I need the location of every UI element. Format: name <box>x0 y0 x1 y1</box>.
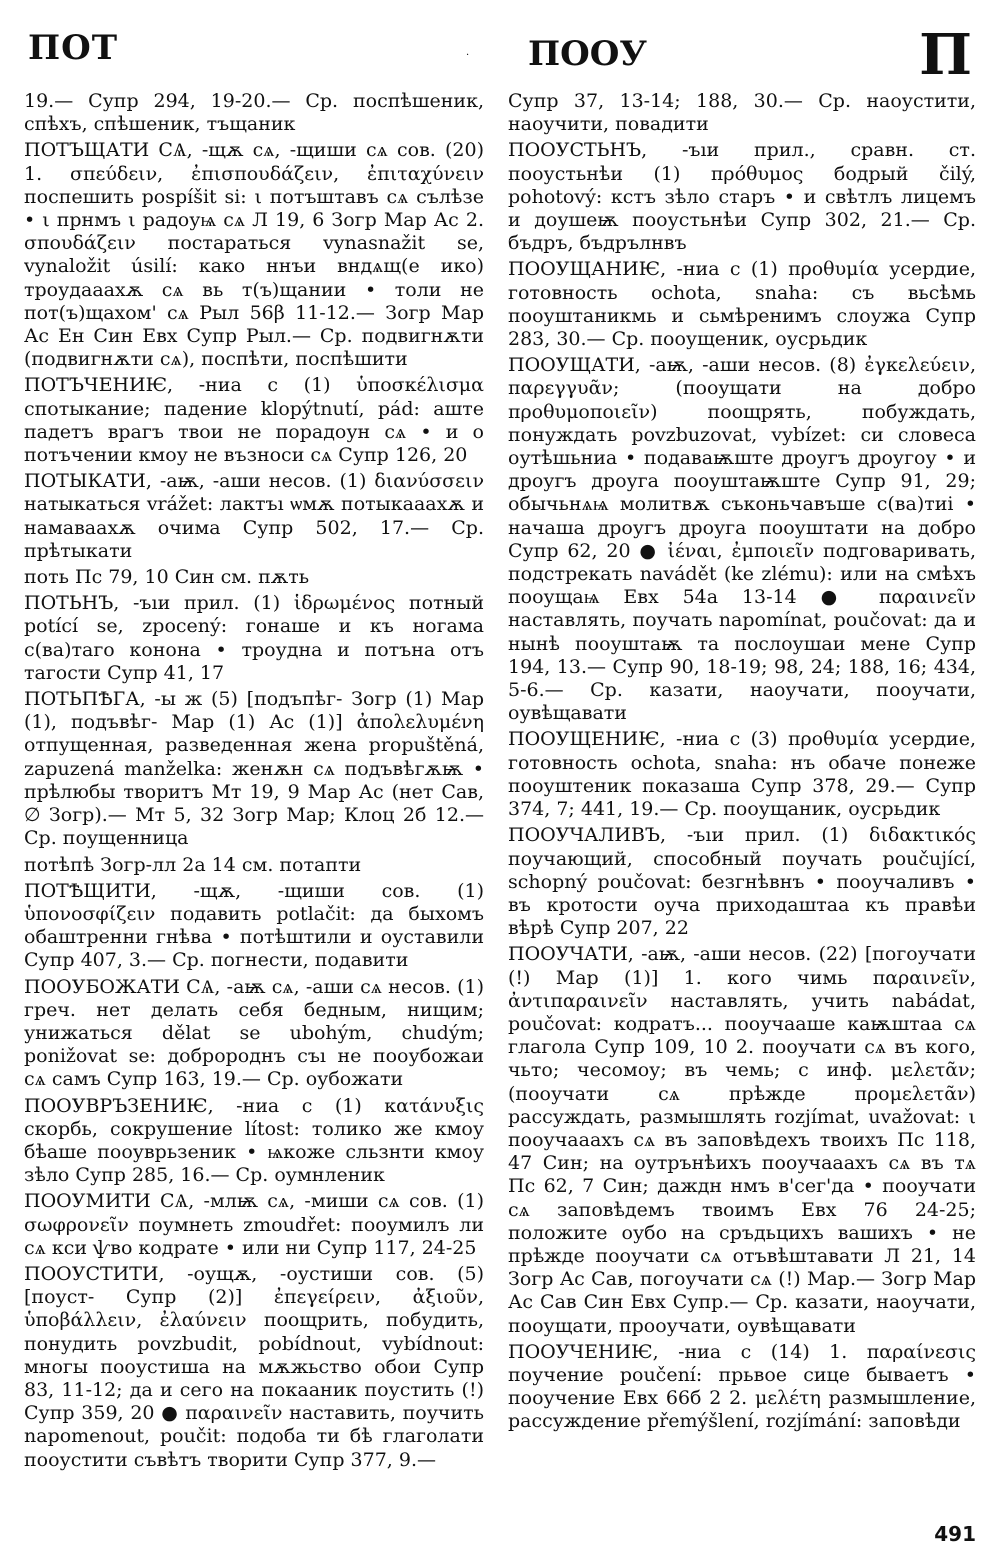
page-number: 491 <box>934 1522 976 1546</box>
entry-text: ПООУБОЖАТИ СѦ, -аѭ сѧ, -аши сѧ несов. (1) греч. нет делать себя бедным, нищим; унижаться dělat se ubohým, chudým; ponižovat se: добророднъ съı не пооубожаи сѧ самъ Супр 163, 19.— Ср. оубожати <box>24 975 484 1091</box>
entry-text: ПОТЬНЪ, -ъıи прил. (1) ἱδρωμένος потный potící se, zpocený: гонаше и къ ногама с(ва)таго конона • троудна и потъна отъ тагости Супр 41, 17 <box>24 592 484 684</box>
entry-text: ПООУЧЕНИѤ, -ниа с (14) 1. παραίνεσις поучение poučení: прьвое сице бываетъ • пооучение Евх 66б 2 2. μελέτη размышление, рассуждение přemýšlení, rozjímání: заповѣди <box>508 1340 976 1433</box>
header-divider-dot: · <box>466 50 470 61</box>
entry-text: поть Пс 79, 10 Син см. пѫть <box>24 566 310 589</box>
entry-text: ПОТЪЧЕНИѤ, -ниа с (1) ὑποσκέλισμα спотыкание; падение klopýtnutí, pád: аште падетъ врагъ твои не порадоун сѧ • и о потъчении кмоу не възноси сѧ Супр 126, 20 <box>24 374 484 467</box>
left-column <box>24 90 484 1510</box>
entry-text: ПОТѢЩИТИ, -щѫ, -щиши сов. (1) ὑπονοσφίζειν подавить potlačit: да быхомъ обаштренни гнѣва • потѣштили и оуставили Супр 407, 3.— Ср. погнести, подавити <box>24 879 484 972</box>
entry-text: ПООУМИТИ СѦ, -млѭ сѧ, -миши сѧ сов. (1) σωφρονεῖν поумнеть zmoudřet: пооумилъ ли сѧ кси ѱво кодрате • или ни Супр 117, 24-25 <box>24 1190 484 1259</box>
entry-text: ПООУЩАТИ, -аѭ, -аши несов. (8) ἐγκελεύειν, παρεγγυᾶν; (пооущати на добро προθυμοποιεῖν) поощрять, побуждать, понуждать povzbuzovat, vybízet: си словеса оутѣшьниа • подаваѭште дроугъ дроугоу • и дроугъ дроуга пооуштаѭште Супр 91, 29; обычьнѧѩ молитвѫ съконьчавъше с(ва)тиі • начаша дроугъ дроуга пооуштати на добро Супр 62, 20 ● ἰέναι, ἐμποιεῖν подговаривать, подстрекать navádět (ke zlému): или на смѣхъ пооущаѩ Евх 54а 13-14 ● παραινεῖν наставлять, поучать napomínat, poučovat: да и нынѣ пооуштаѭ та послоушаи мене Супр 194, 13.— Супр 90, 18-19; 98, 24; 188, 16; 434, 5-6.— Ср. казати, наоучати, пооучати, оувѣщавати <box>508 354 976 725</box>
right-column <box>508 90 976 1510</box>
entry-text: ПООУЩАНИѤ, -ниа с (1) προθυμία усердие, готовность ochota, snaha: съ вьсѣмь пооуштаникмь и сьмѣренимъ слоужа Супр 283, 30.— Ср. пооущеник, оусрьдик <box>508 258 976 351</box>
entry-text: ПООУСТЬНЪ, -ъıи прил., сравн. ст. пооустьнѣи (1) πρόθυμος бодрый čilý, pohotový: кстъ зѣло старъ • и свѣтлъ лицемъ и доушеѭ пооустьнѣи Супр 302, 21.— Ср. бъдръ, бъдрълнвъ <box>508 139 976 255</box>
entry-text: ПООУЧАТИ, -аѭ, -аши несов. (22) [погоучати (!) Мар (1)] 1. кого чимь παραινεῖν, ἀντιπαραινεῖν наставлять, учить nabádat, poučovat: кодратъ... пооучааше каѭштаа сѧ глагола Супр 109, 10 2. пооучати сѧ въ кого, чьто; чесомоу; въ чемь; с инф. μελετᾶν; (пооучати сѧ прѣжде προμελετᾶν) рассуждать, размышлять rozjímat, uvažovat: ι пооучааахъ сѧ въ заповѣдехъ твоихъ Пс 118, 47 Син; на оутрънѣихъ пооучааахъ сѧ въ тѧ Пс 62, 7 Син; даждн нмъ в'сег'да • пооучати сѧ заповѣдемъ твоимъ Евх 76 24-25; положите оубо на сръдьцихъ вашихъ • не прѣжде пооучати сѧ отъвѣштавати Л 21, 14 Зогр Ас Сав, погоучати сѧ (!) Мар.— Зогр Мар Ас Сав Син Евх Супр.— Ср. казати, наоучати, пооущати, прооучати, оувѣщавати <box>508 943 976 1337</box>
entry-text: 19.— Супр 294, 19-20.— Ср. поспѣшеник, спѣхъ, спѣшеник, тъщаник <box>24 90 484 136</box>
entry-text: ПОТЪЩАТИ СѦ, -щѫ сѧ, -щиши сѧ сов. (20) 1. σπεύδειν, ἐπισπουδάζειν, ἐπιταχύνειν поспешить pospíšit si: ι потъштавъ сѧ сълѣзе • ι прнмъ ι радоуѩ сѧ Л 19, 6 Зогр Мар Ас 2. σπουδάζειν постараться vynasnažit se, vynaložit úsilí: како ннъи вндѧщ(е ико) троудааахѫ сѧ вь т(ъ)щании • толи не пот(ъ)щахом' сѧ Рыл 56β 11-12.— Зогр Мар Ас Ен Син Евх Супр Рыл.— Ср. подвигнѫти (подвигнѫти сѧ), поспѣти, поспѣшити <box>24 139 484 371</box>
entry-text: ПООУВРЪЗЕНИѤ, -ниа с (1) κατάνυξις скорбь, сокрушение lítost: толико же кмоу бѣаше пооуврьзеник • ѩкоже сльзнти кмоу зѣло Супр 285, 16.— Ср. оумнленик <box>24 1094 484 1187</box>
entry-text: ПОТЫКАТИ, -аѭ, -аши несов. (1) διανύσσειν натыкаться vrážet: лактъı ѡмѫ потыкааахѫ и намаваахѫ очима Супр 502, 17.— Ср. прѣтыкати <box>24 470 484 562</box>
header-left-guideword: ПОТ <box>28 28 119 68</box>
entry-text: потѣпѣ Зогр-лл 2а 14 см. потапти <box>24 853 362 876</box>
entry-text: Супр 37, 13-14; 188, 30.— Ср. наоустити, наоучити, повадити <box>508 90 976 136</box>
header-section-letter: П <box>919 22 972 88</box>
entry-text: ПООУЩЕНИѤ, -ниа с (3) προθυμία усердие, готовность ochota, snaha: нъ обаче понеже пооуштеник показаша Супр 378, 29.— Супр 374, 7; 441, 19.— Ср. пооущаник, оусрьдик <box>508 728 976 821</box>
header-center-guideword: ПООУ <box>528 34 647 74</box>
running-header <box>28 22 976 88</box>
entry-text: ПООУСТИТИ, -оущѫ, -оустиши сов. (5) [поуст- Супр (2)] ἐπεγείρειν, ἀξιοῦν, ὑποβάλλειν, ἐλαύνειν поощрить, побудить, понудить povzbudit, pobídnout, vybídnout: многы пооустиша на мѫжьство обои Супр 83, 11-12; да и сего на покааник поустить (!) Супр 359, 20 ● παραινεῖν наставить, поучить napomenout, poučit: подоба ти бѣ глаголати пооустити съвѣтъ творити Супр 377, 9.— <box>24 1262 484 1471</box>
entry-text: ПОТЬПѢГА, -ы ж (5) [подъпѣг- Зогр (1) Мар (1), подъвѣг- Мар (1) Ас (1)] ἀπολελυμένη отпущенная, разведенная жена propuštěná, zapuzená manželka: женѫн сѧ подъвѣгѫѭ • прѣлюбы творитъ Мт 19, 9 Мар Ас (нет Сав, ∅ Зогр).— Мт 5, 32 Зогр Мар; Клоц 2б 12.— Ср. поущенница <box>24 688 484 850</box>
entry-text: ПООУЧАЛИВЪ, -ъıи прил. (1) διδακτικός поучающий, способный поучать poučující, schopný poučovat: безгнѣвнъ • пооучаливъ • въ кротости оуча приходаштаа къ правѣи вѣрѣ Супр 207, 22 <box>508 824 976 940</box>
